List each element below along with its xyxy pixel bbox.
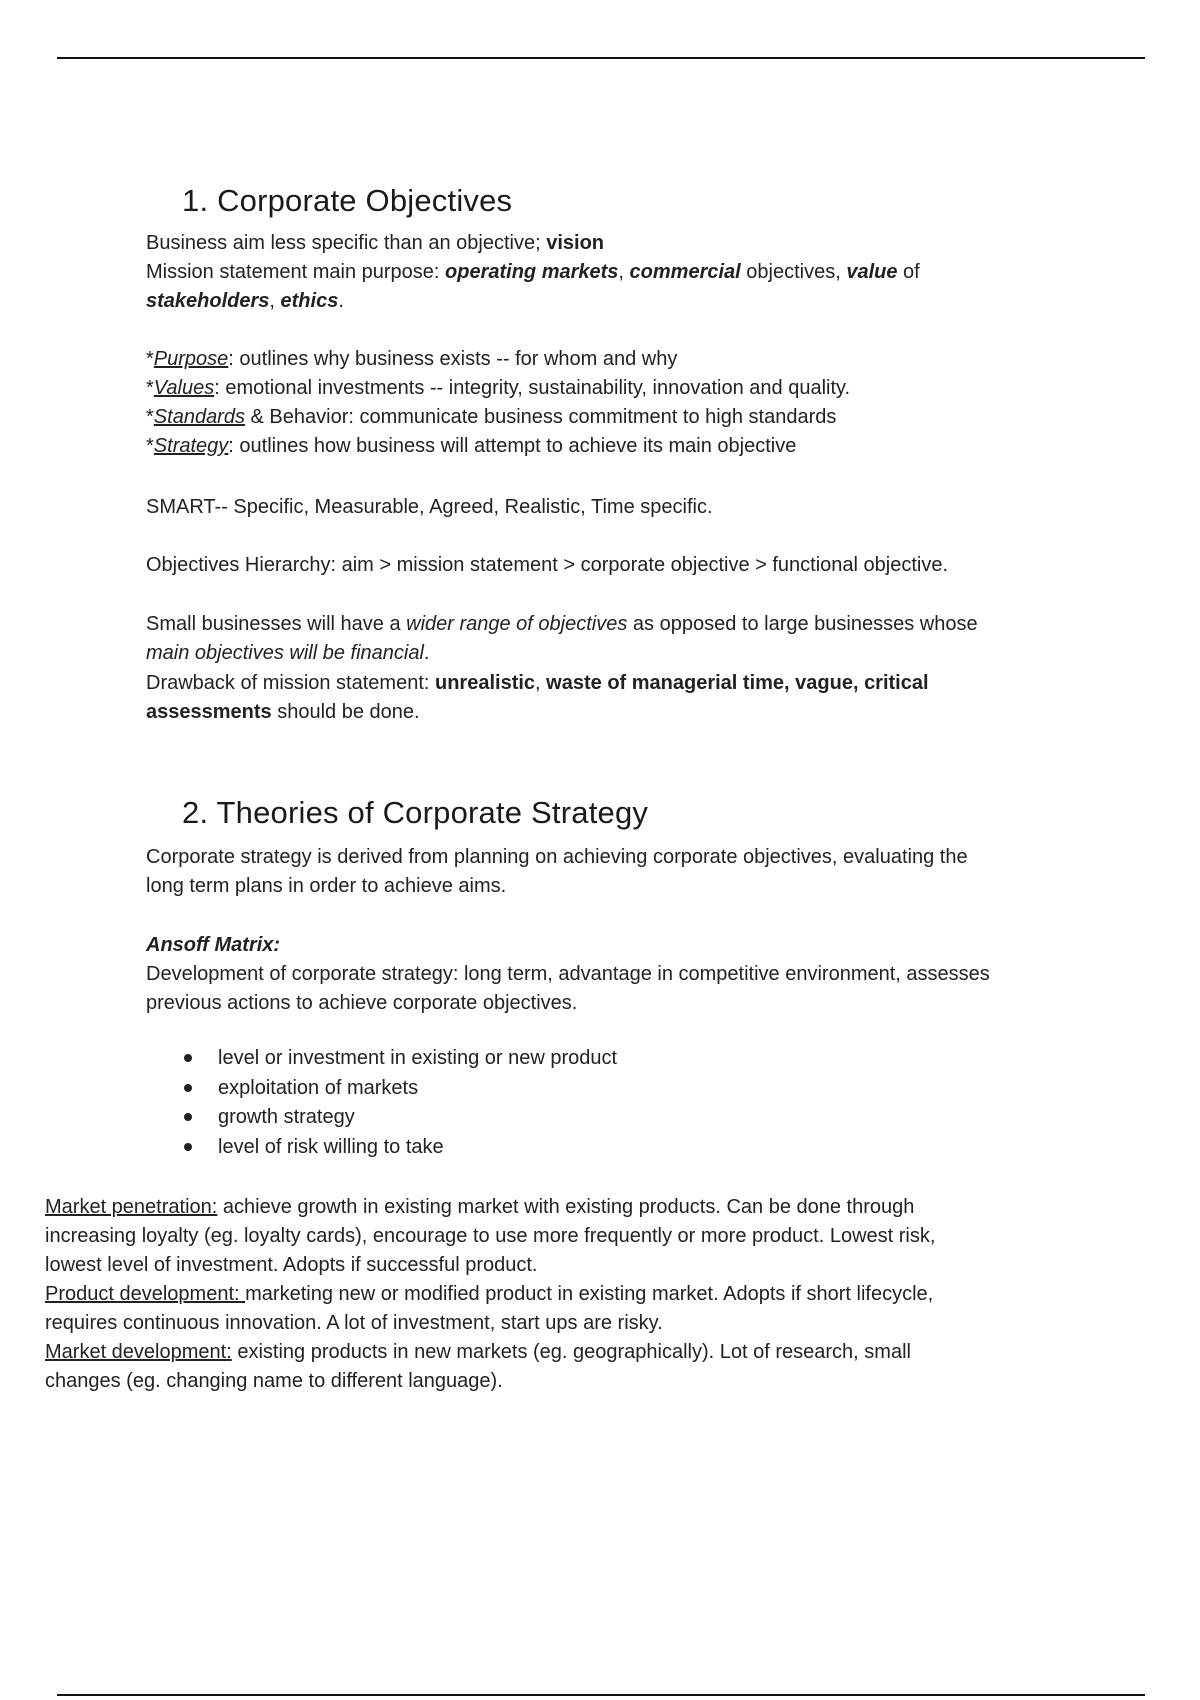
mission-ethics: ethics [280, 290, 339, 312]
mission-sep: , [618, 261, 630, 283]
strategy-text: : outlines how business will attempt to achieve its main objective [228, 435, 797, 457]
list-item [182, 1103, 617, 1133]
small-financial: main objectives will be financial [146, 642, 424, 664]
drawback-unrealistic: unrealistic [435, 672, 536, 694]
bullet-icon [184, 1113, 192, 1121]
standards-label: Standards [153, 406, 245, 428]
product-development-label: Product development: [45, 1283, 246, 1305]
purpose-text: : outlines why business exists -- for whom and why [228, 348, 678, 370]
aim-text: Business aim less specific than an objective; [146, 232, 547, 254]
bullet-icon [184, 1143, 192, 1151]
mission-of: of [897, 261, 920, 283]
ansoff-bullet-list [182, 1044, 617, 1162]
bullet-text: level of risk willing to take [218, 1135, 444, 1158]
smart-line: SMART-- Specific, Measurable, Agreed, Realistic, Time specific. [146, 496, 713, 518]
values-label: Values [153, 377, 215, 399]
list-item [182, 1133, 617, 1163]
drawback-end: should be done. [271, 701, 420, 723]
section-2-title: 2. Theories of Corporate Strategy [182, 795, 649, 830]
mission-sep-2: , [269, 290, 281, 312]
list-item [182, 1044, 617, 1074]
aim-bold: vision [546, 232, 604, 254]
strategy-intro [146, 843, 1106, 901]
values-line: *Values: emotional investments -- integrity, sustainability, innovation and quality. [146, 377, 851, 399]
mission-mid: objectives, [740, 261, 847, 283]
strategy-line: *Strategy: outlines how business will attempt to achieve its main objective [146, 435, 797, 457]
aim-paragraph [146, 229, 1106, 258]
mission-operating-markets: operating markets [445, 261, 619, 283]
standards-text: & Behavior: communicate business commitment to high standards [244, 406, 837, 428]
mission-end: . [338, 290, 344, 312]
mission-value: value [846, 261, 898, 283]
market-penetration-label: Market penetration: [45, 1196, 218, 1218]
top-rule [57, 57, 1145, 59]
bottom-rule [57, 1694, 1145, 1696]
bullet-text: growth strategy [218, 1106, 355, 1128]
small-wider-range: wider range of objectives [406, 613, 628, 635]
bullet-text: level or investment in existing or new product [218, 1047, 618, 1069]
purpose-label: Purpose [153, 348, 229, 370]
mission-stakeholders: stakeholders [146, 290, 270, 312]
mission-commercial: commercial [629, 261, 741, 283]
bullet-icon [184, 1054, 192, 1062]
purpose-line: *Purpose: outlines why business exists -- for whom and why [146, 348, 678, 370]
market-penetration-text: achieve growth in existing market with existing products. Can be done through increasing loyalty (eg. loyalty cards), encourage to use more frequently or more product. Lowest risk, lowest level of investment. Adopts if successful product. [45, 1196, 936, 1276]
ansoff-heading: Ansoff Matrix: [146, 934, 281, 956]
growth-strategies-paragraph [45, 1193, 1055, 1396]
bullet-text: exploitation of markets [218, 1076, 419, 1099]
bullet-icon [184, 1084, 192, 1092]
values-text: : emotional investments -- integrity, sustainability, innovation and quality. [214, 377, 851, 399]
small-end: . [423, 642, 430, 664]
hierarchy-line: Objectives Hierarchy: aim > mission statement > corporate objective > functional objective. [146, 554, 949, 576]
ansoff-text [146, 960, 1106, 1018]
strategy-intro-text: Corporate strategy is derived from planning on achieving corporate objectives, evaluating the long term plans in order to achieve aims. [146, 846, 968, 897]
drawback-lead: Drawback of mission statement: [146, 672, 435, 694]
mission-paragraph [146, 258, 1106, 316]
mission-elements-list [146, 345, 1106, 461]
drawback-waste: waste of managerial time, vague, critical assessments [146, 672, 929, 723]
drawback-paragraph [146, 669, 1106, 727]
market-development-label: Market development: [45, 1341, 232, 1363]
market-development-text: existing products in new markets (eg. geographically). Lot of research, small changes (eg. changing name to different language). [45, 1341, 911, 1392]
drawback-sep: , [535, 672, 547, 694]
small-business-paragraph [146, 610, 1106, 668]
product-development-text: marketing new or modified product in existing market. Adopts if short lifecycle, requires continuous innovation. A lot of investment, start ups are risky. [45, 1283, 934, 1334]
list-item [182, 1074, 617, 1104]
section-1-title: 1. Corporate Objectives [182, 183, 513, 218]
strategy-label: Strategy [153, 435, 229, 457]
ansoff-text-body: Development of corporate strategy: long term, advantage in competitive environment, assesses previous actions to achieve corporate objectives. [146, 963, 990, 1014]
small-mid: as opposed to large businesses whose [627, 613, 978, 635]
mission-lead: Mission statement main purpose: [146, 261, 446, 283]
standards-line: *Standards & Behavior: communicate business commitment to high standards [146, 406, 837, 428]
small-lead: Small businesses will have a [146, 613, 407, 635]
